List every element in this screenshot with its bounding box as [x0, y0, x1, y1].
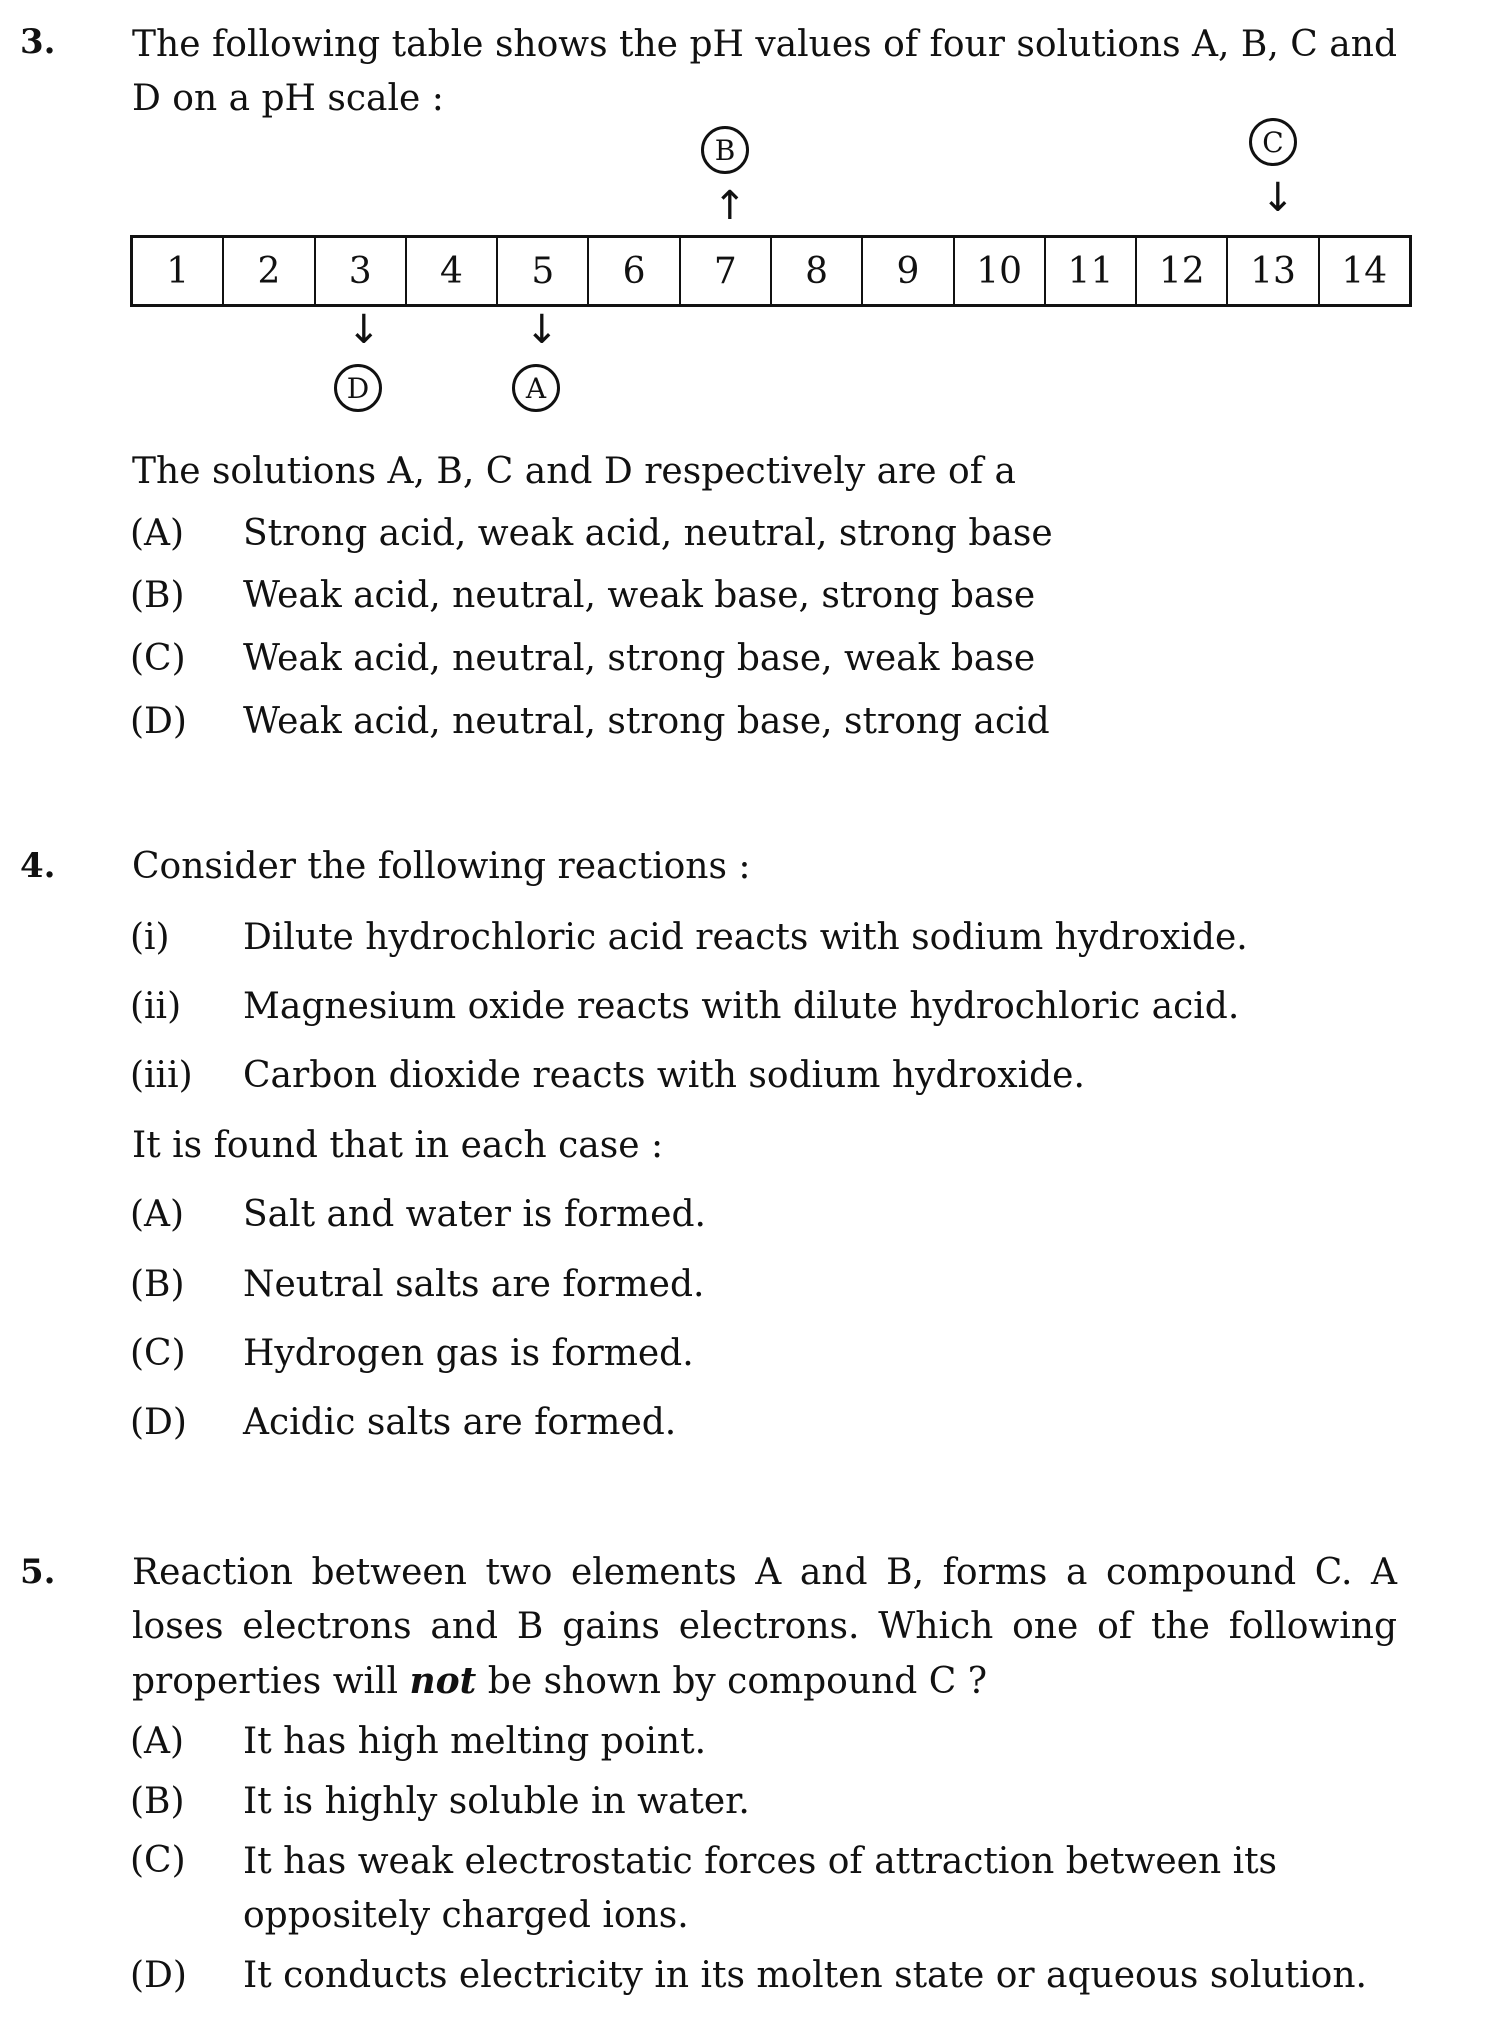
ph-cell: 1 — [133, 238, 224, 304]
ph-cell: 5 — [498, 238, 589, 304]
option-label: (D) — [130, 1402, 187, 1443]
option-text: Acidic salts are formed. — [243, 1402, 677, 1443]
option-label: (A) — [130, 1194, 185, 1235]
option-label: (C) — [130, 1840, 186, 1881]
option-label: (B) — [130, 575, 185, 616]
marker-a-label: A — [512, 364, 560, 412]
option-text: Weak acid, neutral, strong base, weak base — [243, 638, 1036, 679]
marker-b — [701, 126, 749, 174]
question-4-stem: Consider the following reactions : — [132, 846, 751, 887]
ph-cell: 2 — [224, 238, 315, 304]
marker-c-label: C — [1249, 118, 1297, 166]
option-label: (A) — [130, 1721, 185, 1762]
ph-scale-table — [130, 235, 1412, 307]
ph-cell: 4 — [407, 238, 498, 304]
ph-cell: 13 — [1228, 238, 1319, 304]
option-text: Weak acid, neutral, weak base, strong base — [243, 575, 1036, 616]
arrow-down-icon: ↓ — [347, 307, 381, 353]
option-text: Hydrogen gas is formed. — [243, 1333, 694, 1374]
question-5-stem — [132, 1546, 1397, 1709]
ph-cell: 6 — [589, 238, 680, 304]
option-text: Weak acid, neutral, strong base, strong acid — [243, 701, 1050, 742]
option-label: (A) — [130, 513, 185, 554]
reaction-text: Dilute hydrochloric acid reacts with sodium hydroxide. — [243, 917, 1248, 958]
stem-emphasis: not — [409, 1660, 477, 1702]
stem-text: Reaction between two elements A and B, forms a compound C. A loses electrons and B gains electrons. Which one of the following properties will — [132, 1552, 1397, 1702]
option-label: (B) — [130, 1264, 185, 1305]
option-label: (D) — [130, 1955, 187, 1996]
option-text: Strong acid, weak acid, neutral, strong base — [243, 513, 1053, 554]
option-text: It is highly soluble in water. — [243, 1781, 750, 1822]
option-text: It conducts electricity in its molten state or aqueous solution. — [243, 1955, 1367, 1996]
ph-cell: 8 — [772, 238, 863, 304]
question-5-number: 5. — [20, 1552, 56, 1592]
reaction-label: (i) — [130, 917, 170, 958]
ph-cell: 14 — [1341, 250, 1388, 292]
question-3-stem: The following table shows the pH values of four solutions A, B, C and D on a pH scale : — [132, 24, 1397, 119]
ph-cell: 9 — [863, 238, 954, 304]
ph-cell: 11 — [1046, 238, 1137, 304]
reaction-text: Carbon dioxide reacts with sodium hydroxide. — [243, 1055, 1085, 1096]
option-text: It has weak electrostatic forces of attraction between its oppositely charged ions. — [243, 1841, 1278, 1936]
arrow-down-icon: ↓ — [1261, 175, 1295, 221]
option-label: (C) — [130, 638, 186, 679]
question-4-lead: It is found that in each case : — [132, 1125, 664, 1166]
reaction-label: (iii) — [130, 1055, 193, 1096]
option-text: Salt and water is formed. — [243, 1194, 706, 1235]
marker-d-label: D — [334, 364, 382, 412]
question-3-number: 3. — [20, 22, 56, 62]
arrow-up-icon: ↑ — [713, 183, 747, 229]
ph-cell: 7 — [681, 238, 772, 304]
marker-d — [334, 364, 382, 412]
reaction-label: (ii) — [130, 986, 182, 1027]
marker-b-label: B — [701, 126, 749, 174]
option-text: It has high melting point. — [243, 1721, 707, 1762]
arrow-down-icon: ↓ — [525, 307, 559, 353]
option-label: (D) — [130, 701, 187, 742]
marker-c — [1249, 118, 1297, 166]
question-3-lead: The solutions A, B, C and D respectively are of a — [132, 451, 1016, 492]
option-label: (C) — [130, 1333, 186, 1374]
stem-text: be shown by compound C ? — [476, 1661, 988, 1702]
option-label: (B) — [130, 1781, 185, 1822]
option-text: Neutral salts are formed. — [243, 1264, 705, 1305]
ph-cell: 3 — [316, 238, 407, 304]
ph-cell: 10 — [955, 238, 1046, 304]
question-4-number: 4. — [20, 846, 56, 886]
ph-cell: 12 — [1137, 238, 1228, 304]
reaction-text: Magnesium oxide reacts with dilute hydrochloric acid. — [243, 986, 1240, 1027]
marker-a — [512, 364, 560, 412]
